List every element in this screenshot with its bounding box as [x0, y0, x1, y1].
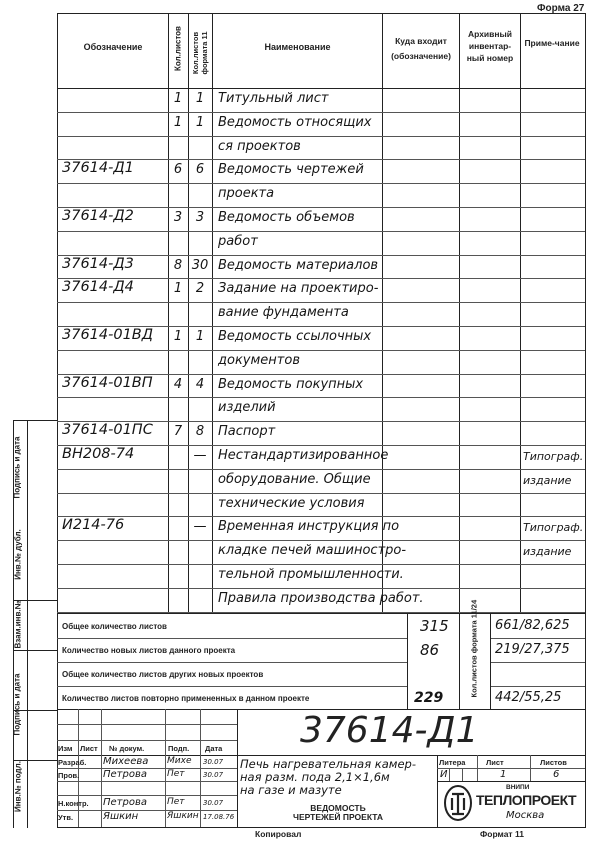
row-sheet-count: 1 [173, 329, 183, 344]
summary-new-value: 86 [420, 641, 440, 659]
stamp-litera: И [440, 769, 448, 780]
stamp-name-checker: Петрова [103, 769, 147, 780]
row-sheet-count: 4 [173, 376, 183, 392]
footer-copied: Копировал [255, 829, 302, 839]
stamp-date-checker: 30.07 [203, 771, 224, 779]
row-sheet-count-format: 1 [195, 91, 205, 106]
header-sheets-format: Кол.листов формата 11 [191, 31, 209, 75]
stamp-org-small: ВНИПИ [506, 784, 530, 791]
row-name: тельной промышленности. [218, 567, 404, 582]
row-sheet-count-format: 3 [195, 210, 205, 225]
summary-total-label: Общее количество листов [62, 622, 167, 631]
row-sheet-count-format: 4 [195, 376, 205, 392]
row-sheet-count: 1 [173, 91, 183, 106]
stamp-sheets: 6 [553, 769, 560, 780]
row-name: Задание на проектиро- [218, 281, 379, 297]
row-separator [57, 112, 585, 113]
row-sheet-count: 1 [173, 281, 183, 297]
row-note: издание [523, 545, 572, 559]
stamp-role-developer: Разраб. [58, 758, 87, 767]
teploproekt-logo-icon [443, 784, 473, 822]
row-sheet-count: 6 [173, 162, 183, 178]
stamp-h-izm: Изм [58, 744, 73, 753]
row-sheet-count-format: — [193, 519, 207, 535]
forma-label: Форма 27 [537, 3, 585, 14]
row-separator [57, 588, 585, 589]
row-name: работ [218, 233, 258, 249]
stamp-title-line2: ная разм. пода 2,1×1,6м [240, 770, 390, 784]
stamp-document-code: 37614-Д1 [300, 710, 479, 751]
row-name: Ведомость ссылочных [218, 329, 372, 344]
stamp-sheet: 1 [500, 769, 507, 780]
row-sheet-count: 7 [173, 424, 183, 440]
stamp-doc-title-line2: ЧЕРТЕЖЕЙ ПРОЕКТА [292, 812, 384, 822]
row-note: издание [523, 473, 572, 487]
stamp-signature-approver: Яшкин [167, 811, 199, 821]
header-sheets: Кол.листов [173, 26, 183, 71]
stamp-name-developer: Михеева [103, 756, 149, 767]
summary-reused-label: Количество листов повторно примененных в данном проекте [62, 694, 310, 703]
row-separator [57, 136, 585, 137]
row-name: проекта [218, 186, 275, 202]
header-where: Куда входит (обозначение) [391, 36, 451, 61]
row-separator [57, 397, 585, 398]
side-inv-dubl: Инв.№ дубл. [13, 529, 23, 580]
side-vzam: Взам.инв.№ [13, 600, 23, 649]
stamp-title-line3: на газе и мазуте [240, 783, 342, 797]
row-name: Временная инструкция по [218, 519, 400, 535]
row-name: Нестандартизированное [218, 448, 389, 463]
row-sheet-count: 1 [173, 114, 183, 130]
row-sheet-count: 3 [173, 210, 183, 225]
row-sheet-count-format: 6 [195, 162, 205, 178]
row-name: документов [218, 352, 300, 368]
row-separator [57, 564, 585, 565]
row-designation: 37614-01ВП [62, 374, 153, 391]
summary-total-value: 315 [420, 617, 449, 635]
summary-other-label: Общее количество листов других новых проектов [62, 670, 264, 679]
stamp-title-line1: Печь нагревательная камер- [240, 757, 416, 771]
row-designation: 37614-Д1 [62, 160, 134, 177]
stamp-h-date: Дата [205, 744, 223, 753]
stamp-h-doc: № докум. [109, 744, 145, 753]
row-designation: И214-76 [62, 517, 125, 534]
stamp-role-approver: Утв. [58, 813, 74, 822]
header-note: Приме-чание [524, 38, 580, 48]
summary-format-reused: 442/55,25 [495, 690, 562, 705]
row-name: Ведомость материалов [218, 257, 379, 273]
row-separator [57, 183, 585, 184]
side-podp-data2: Подпись и дата [12, 436, 22, 499]
header-name: Наименование [264, 42, 331, 52]
row-designation: 37614-Д4 [62, 279, 134, 296]
row-separator [57, 469, 585, 470]
row-sheet-count-format: 1 [195, 329, 205, 344]
row-designation: ВН208-74 [62, 446, 135, 462]
row-separator [57, 302, 585, 303]
summary-format-new: 219/27,375 [495, 642, 570, 657]
row-sheet-count-format: 30 [191, 257, 209, 273]
row-name: Ведомость чертежей [218, 162, 364, 178]
row-sheet-count-format: — [193, 448, 207, 463]
stamp-org: ТЕПЛОПРОЕКТ [476, 792, 577, 808]
header-archive: Архивный инвентар-ный номер [466, 29, 514, 63]
row-sheet-count: 8 [173, 257, 183, 273]
summary-format-total: 661/82,625 [495, 618, 570, 633]
row-sheet-count-format: 8 [195, 424, 205, 440]
row-separator [57, 350, 585, 351]
row-name: технические условия [218, 495, 365, 511]
stamp-h-sheets: Листов [540, 758, 567, 767]
row-name: Ведомость покупных [218, 376, 364, 392]
row-designation: 37614-01ПС [62, 422, 153, 439]
stamp-date-normcontrol: 30.07 [203, 799, 224, 807]
row-separator [57, 540, 585, 541]
row-separator [57, 493, 585, 494]
footer-format: Формат 11 [480, 829, 524, 839]
row-designation: 37614-Д2 [62, 208, 134, 224]
row-note: Типограф. [523, 450, 584, 463]
stamp-doc-title-line1: ВЕДОМОСТЬ [310, 803, 366, 813]
stamp-signature-developer: Михе [167, 756, 192, 766]
row-name: оборудование. Общие [218, 471, 371, 487]
row-sheet-count-format: 1 [195, 114, 205, 130]
row-name: кладке печей машиностро- [218, 543, 407, 559]
summary-reused-value: 229 [414, 690, 444, 706]
row-note: Типограф. [523, 521, 584, 535]
row-name: Титульный лист [218, 91, 329, 106]
stamp-h-sheet: Лист [486, 758, 504, 767]
side-podp-data: Подпись и дата [12, 673, 22, 736]
row-name: Ведомость объемов [218, 210, 355, 225]
stamp-name-approver: Яшкин [103, 811, 139, 822]
stamp-signature-normcontrol: Пет [167, 797, 185, 807]
stamp-role-checker: Пров. [58, 771, 80, 780]
row-designation: 37614-Д3 [62, 255, 134, 272]
side-inv-podl: Инв.№ подл. [13, 761, 23, 812]
row-name: Правила производства работ. [218, 590, 424, 606]
row-name: ся проектов [218, 138, 301, 154]
stamp-h-list: Лист [80, 744, 98, 753]
stamp-h-podp: Подп. [168, 744, 190, 753]
stamp-name-normcontrol: Петрова [103, 797, 147, 808]
summary-format-label: Кол.листов формата 11/24 [469, 599, 479, 698]
row-separator [57, 612, 585, 613]
row-name: Ведомость относящих [218, 114, 372, 130]
header-designation: Обозначение [83, 42, 143, 52]
row-name: изделий [218, 400, 276, 416]
stamp-date-developer: 30.07 [203, 758, 224, 766]
stamp-h-litera: Литера [439, 758, 466, 767]
stamp-signature-checker: Пет [167, 769, 185, 779]
stamp-city: Москва [506, 810, 545, 821]
summary-new-label: Количество новых листов данного проекта [62, 646, 236, 655]
stamp-role-normcontrol: Н.контр. [58, 799, 89, 808]
row-name: Паспорт [218, 424, 276, 440]
row-separator [57, 231, 585, 232]
row-sheet-count-format: 2 [195, 281, 205, 297]
row-designation: 37614-01ВД [62, 327, 154, 343]
stamp-date-approver: 17.08.76 [203, 813, 235, 821]
row-name: вание фундамента [218, 305, 349, 321]
